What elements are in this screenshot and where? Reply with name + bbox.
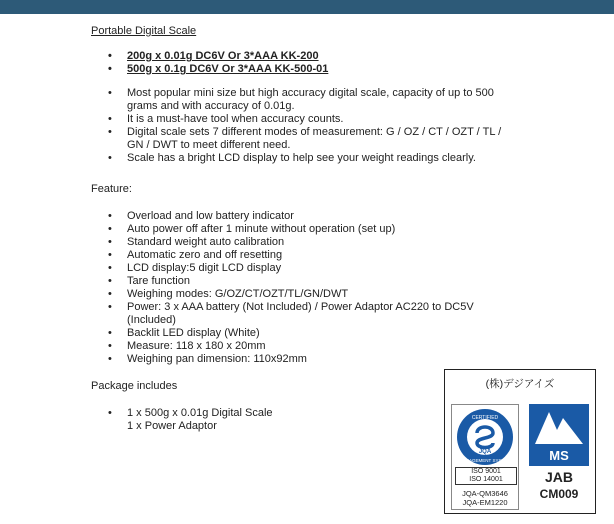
jab-label: JAB [544,469,573,485]
model-list [91,50,511,76]
feature-item: • Tare function [91,275,511,288]
jqa-code: JQA-EM1220 [462,498,508,507]
header-bar [0,0,614,14]
ms-logo-label: MS [549,448,569,463]
feature-item: • Automatic zero and off resetting [91,249,511,262]
certification-box [444,369,596,514]
feature-item: • Weighing pan dimension: 110x92mm [91,353,511,366]
jqa-seal [451,404,519,510]
company-name: (株)デジアイズ [485,378,555,390]
feature-item: • Standard weight auto calibration [91,236,511,249]
iso-line: ISO 9001 [471,468,501,475]
package-item-adaptor: 1 x Power Adaptor [127,420,217,432]
page-title: Portable Digital Scale [91,25,197,37]
model-item: • 500g x 0.1g DC6V Or 3*AAA KK-500-01 [91,63,511,76]
highlight-item: • It is a must-have tool when accuracy counts. [91,113,511,126]
jqa-seal-icon [453,407,517,467]
jab-code: CM009 [539,487,579,501]
highlight-item: • Digital scale sets 7 different modes of measurement: G / OZ / CT / OZT / TL / GN / DWT to meet different need. [91,126,511,152]
feature-heading: Feature: [91,183,132,195]
seal-top-label: CERTIFIED [471,415,499,421]
highlight-item: • Scale has a bright LCD display to help see your weight readings clearly. [91,152,511,165]
jqa-codes [452,489,518,507]
feature-item: • Auto power off after 1 minute without operation (set up) [91,223,511,236]
model-item: • 200g x 0.01g DC6V Or 3*AAA KK-200 [91,50,511,63]
feature-item: • LCD display:5 digit LCD display [91,262,511,275]
package-heading: Package includes [91,380,178,392]
feature-item: • Backlit LED display (White) [91,327,511,340]
feature-item: • Power: 3 x AAA battery (Not Included) / Power Adaptor AC220 to DC5V (Included) [91,301,511,327]
feature-list [91,210,511,366]
feature-item: • Measure: 118 x 180 x 20mm [91,340,511,353]
seal-ring-label: MANAGEMENT SYSTEM [459,458,511,463]
iso-line: ISO 14001 [469,476,503,483]
package-item: • 1 x 500g x 0.01g Digital Scale [91,407,511,420]
feature-item: • Weighing modes: G/OZ/CT/OZT/TL/GN/DWT [91,288,511,301]
highlight-item: • Most popular mini size but high accuracy digital scale, capacity of up to 500 grams and with accuracy of 0.01g. [91,87,511,113]
ms-logo-icon [529,404,589,466]
iso-standards [455,467,517,485]
highlight-list [91,87,511,165]
jqa-code: JQA-QM3646 [462,489,508,498]
seal-jqa-label: JQA [478,449,492,455]
feature-item: • Overload and low battery indicator [91,210,511,223]
jab-ms-mark [527,404,591,510]
